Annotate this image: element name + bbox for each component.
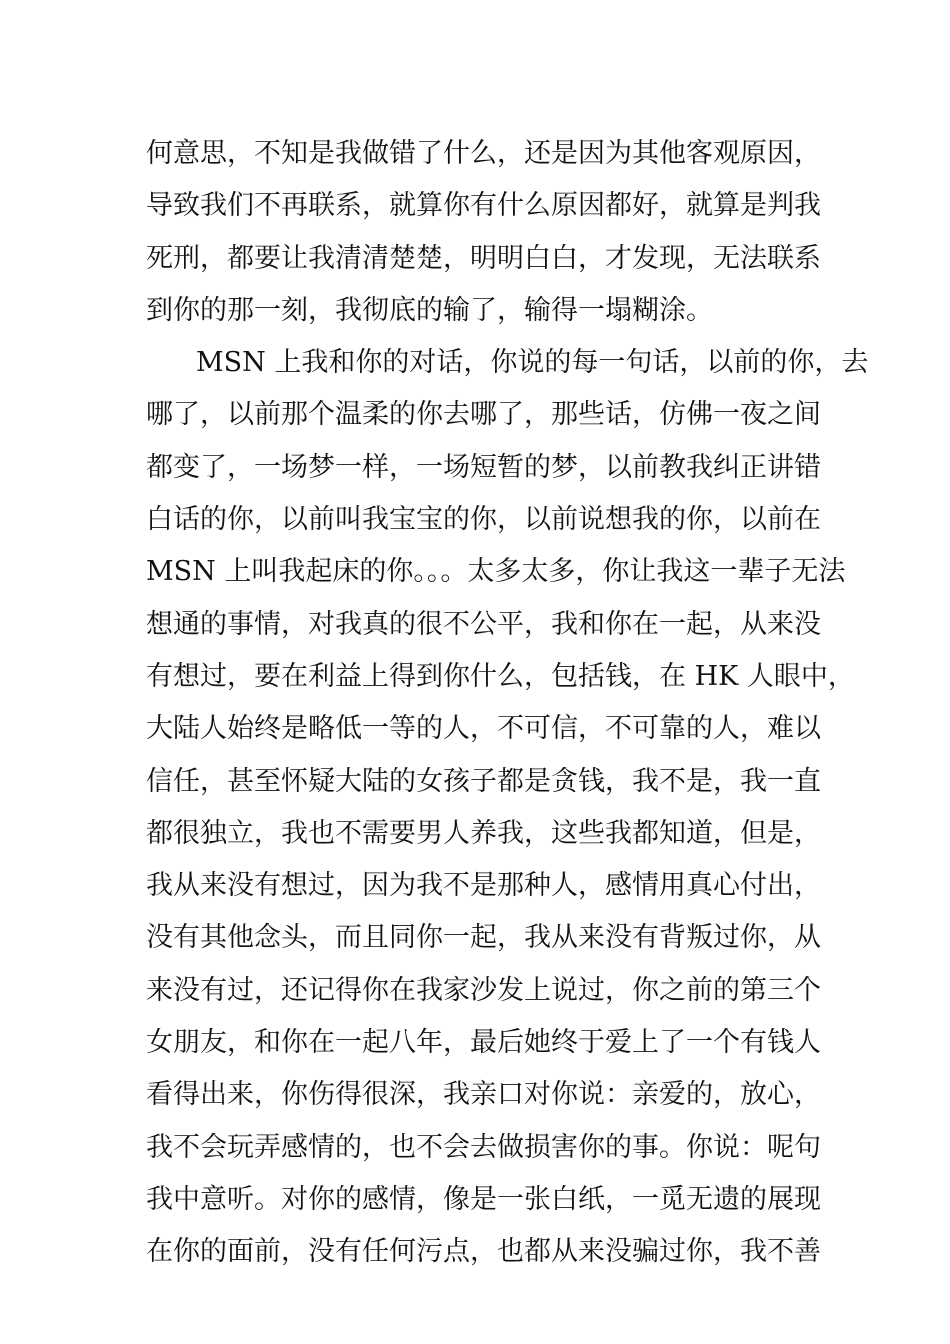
text-line: 看得出来，你伤得很深，我亲口对你说：亲爱的，放心， — [146, 1079, 821, 1111]
text-line: 没有其他念头，而且同你一起，我从来没有背叛过你，从 — [146, 922, 821, 954]
text-line: 我不会玩弄感情的，也不会去做损害你的事。你说：呢句 — [146, 1131, 821, 1163]
text-line: 到你的那一刻，我彻底的输了，输得一塌糊涂。 — [146, 294, 713, 326]
paragraph-1 — [146, 128, 821, 337]
text-line: 想通的事情，对我真的很不公平，我和你在一起，从来没 — [146, 608, 821, 640]
text-line: 在你的面前，没有任何污点，也都从来没骗过你，我不善 — [146, 1236, 821, 1268]
body-text — [146, 128, 869, 1279]
text-line: 导致我们不再联系，就算你有什么原因都好，就算是判我 — [146, 190, 821, 222]
text-line: 来没有过，还记得你在我家沙发上说过，你之前的第三个 — [146, 974, 821, 1006]
text-line: 我中意听。对你的感情，像是一张白纸，一觅无遗的展现 — [146, 1183, 821, 1215]
text-line: 女朋友，和你在一起八年，最后她终于爱上了一个有钱人 — [146, 1027, 821, 1059]
paragraph-2 — [146, 337, 869, 1278]
text-line: 信任，甚至怀疑大陆的女孩子都是贪钱，我不是，我一直 — [146, 765, 821, 797]
text-line: 哪了，以前那个温柔的你去哪了，那些话，仿佛一夜之间 — [146, 399, 821, 431]
text-line: 都变了，一场梦一样，一场短暂的梦，以前教我纠正讲错 — [146, 451, 821, 483]
text-line: MSN 上我和你的对话，你说的每一句话，以前的你，去 — [196, 347, 869, 379]
text-line: 何意思，不知是我做错了什么，还是因为其他客观原因， — [146, 138, 821, 169]
text-line: 有想过，要在利益上得到你什么，包括钱，在 HK 人眼中， — [146, 660, 855, 692]
text-line: 死刑，都要让我清清楚楚，明明白白，才发现，无法联系 — [146, 242, 821, 274]
text-line: 大陆人始终是略低一等的人，不可信，不可靠的人，难以 — [146, 713, 821, 745]
text-line: 白话的你，以前叫我宝宝的你，以前说想我的你，以前在 — [146, 504, 821, 536]
text-line: 我从来没有想过，因为我不是那种人，感情用真心付出， — [146, 870, 821, 902]
text-line: MSN 上叫我起床的你。。。太多太多，你让我这一辈子无法 — [146, 556, 846, 588]
text-line: 都很独立，我也不需要男人养我，这些我都知道，但是， — [146, 817, 821, 849]
